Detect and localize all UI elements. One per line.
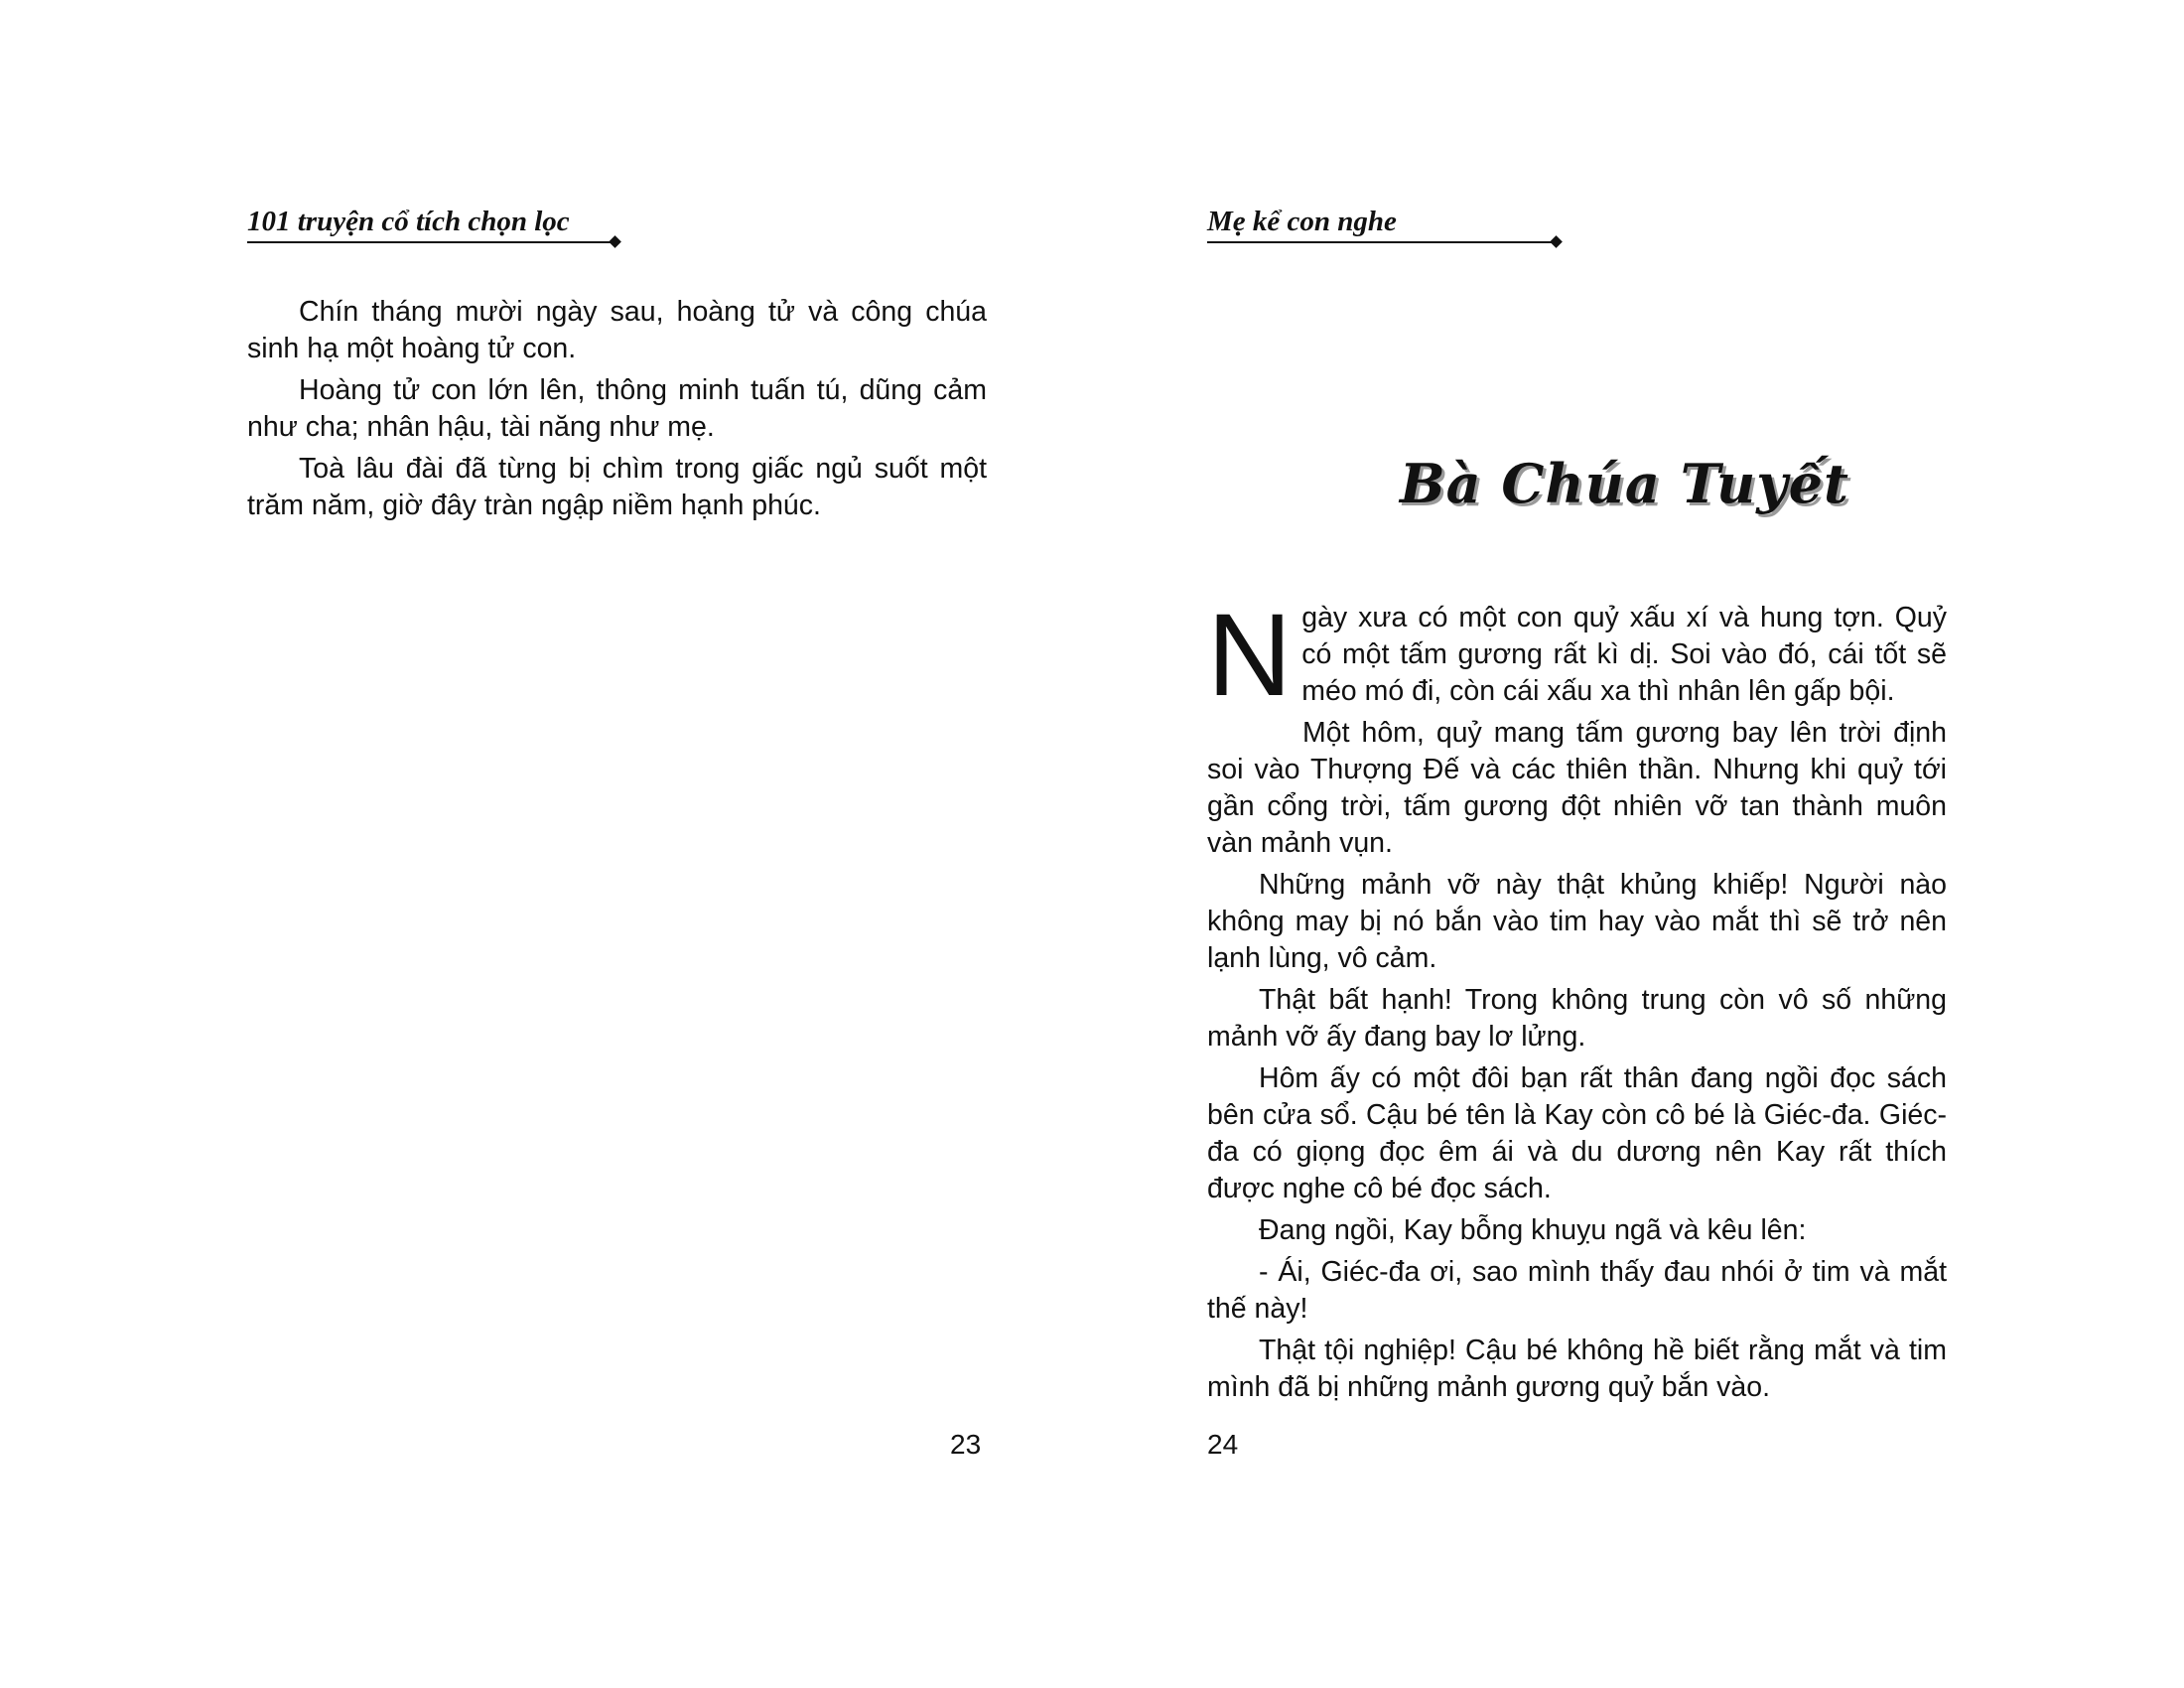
left-paragraph-2: Hoàng tử con lớn lên, thông minh tuấn tú, dũng cảm như cha; nhân hậu, tài năng như mẹ. (247, 374, 987, 443)
left-page-number: 23 (950, 1429, 982, 1460)
right-paragraph-7: - Ái, Giéc-đa ơi, sao mình thấy đau nhói ở tim và mắt thế này! (1207, 1256, 1947, 1325)
left-header-rule (247, 241, 614, 243)
story-title: Bà Chúa Tuyết (1400, 452, 1849, 515)
right-page-number: 24 (1207, 1429, 1239, 1460)
right-paragraph-3: Những mảnh vỡ này thật khủng khiếp! Người nào không may bị nó bắn vào tim hay vào mắt thì sẽ trở nên lạnh lùng, vô cảm. (1207, 869, 1947, 974)
left-paragraph-1: Chín tháng mười ngày sau, hoàng tử và công chúa sinh hạ một hoàng tử con. (247, 296, 987, 364)
right-paragraph-8: Thật tội nghiệp! Cậu bé không hề biết rằng mắt và tim mình đã bị những mảnh gương quỷ bắn vào. (1207, 1335, 1947, 1403)
right-paragraph-1 (1207, 590, 1947, 721)
right-paragraph-5: Hôm ấy có một đôi bạn rất thân đang ngồi đọc sách bên cửa sổ. Cậu bé tên là Kay còn cô bé là Giéc-đa. Giéc-đa có giọng đọc êm ái và du dương nên Kay rất thích được nghe cô bé đọc sách. (1207, 1062, 1947, 1204)
right-running-header: Mẹ kể con nghe (1207, 206, 1397, 237)
left-header-diamond-icon (609, 235, 621, 248)
left-running-header: 101 truyện cổ tích chọn lọc (247, 206, 570, 237)
left-paragraph-3: Toà lâu đài đã từng bị chìm trong giấc ngủ suốt một trăm năm, giờ đây tràn ngập niềm hạnh phúc. (247, 453, 987, 521)
drop-cap: N (1207, 590, 1293, 721)
right-paragraph-2: Một hôm, quỷ mang tấm gương bay lên trời định soi vào Thượng Đế và các thiên thần. Nhưng khi quỷ tới gần cổng trời, tấm gương đột nhiên vỡ tan thành muôn vàn mảnh vụn. (1207, 717, 1947, 859)
right-paragraph-1-text: gày xưa có một con quỷ xấu xí và hung tợn. Quỷ có một tấm gương rất kì dị. Soi vào đó, cái tốt sẽ méo mó đi, còn cái xấu xa thì nhân lên gấp bội. (1301, 602, 1947, 707)
right-page (1092, 0, 2184, 1688)
right-paragraph-4: Thật bất hạnh! Trong không trung còn vô số những mảnh vỡ ấy đang bay lơ lửng. (1207, 984, 1947, 1053)
right-header-diamond-icon (1550, 235, 1563, 248)
left-body-text (247, 294, 987, 529)
right-body-text (1207, 590, 1947, 1411)
right-paragraph-6: Đang ngồi, Kay bỗng khuỵu ngã và kêu lên: (1259, 1214, 1807, 1246)
right-header-rule (1207, 241, 1557, 243)
